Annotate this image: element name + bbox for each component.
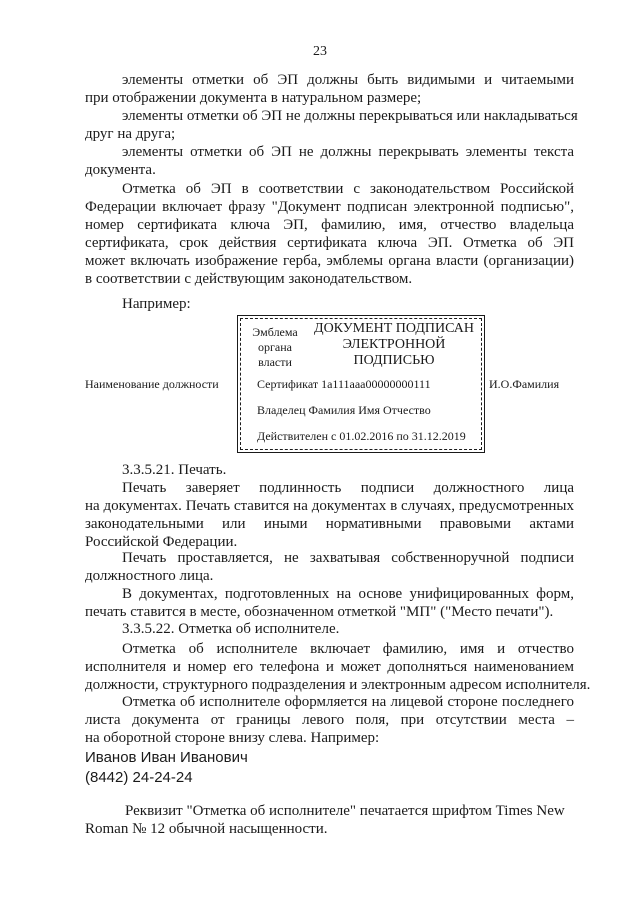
emblem-placeholder: Эмблема органа власти [252, 325, 298, 369]
text-line: Отметка об исполнителе оформляется на лицевой стороне последнего [122, 694, 574, 710]
paragraph-font-requirement [85, 802, 574, 838]
text-line: должностного лица. [85, 568, 214, 584]
text-line: Печать заверяет подлинность подписи должностного лица [122, 480, 574, 496]
text-line: номер сертификата ключа ЭП, фамилию, имя, отчество владельца [85, 217, 574, 233]
section-heading-seal: 3.3.5.21. Печать. [122, 462, 227, 478]
section-heading-executor: 3.3.5.22. Отметка об исполнителе. [122, 621, 340, 637]
text-line: при отображении документа в натуральном размере; [85, 90, 422, 106]
text-line: сертификата, срок действия сертификата ключа ЭП. Отметка об ЭП [85, 235, 574, 251]
text-line: Федерации включает фразу "Документ подписан электронной подписью", [85, 199, 574, 215]
paragraph-signature-visibility [85, 71, 574, 107]
paragraph-seal-unified-forms [85, 585, 574, 621]
text-line: законодательными или иными нормативными правовыми актами [85, 516, 574, 532]
text-line: Отметка об исполнителе включает фамилию, имя и отчество [122, 641, 574, 657]
executor-name: Иванов Иван Иванович [85, 749, 248, 766]
stamp-validity: Действителен с 01.02.2016 по 31.12.2019 [257, 429, 466, 443]
position-title-label: Наименование должности [85, 377, 219, 391]
text-line: элементы отметки об ЭП не должны перекрывать элементы текста [122, 144, 574, 160]
paragraph-signature-mark-contents [85, 180, 574, 288]
text-line: Российской Федерации. [85, 534, 238, 550]
text-line: друг на друга; [85, 126, 176, 142]
stamp-certificate: Сертификат 1a111aaa00000000111 [257, 377, 431, 391]
stamp-owner: Владелец Фамилия Имя Отчество [257, 403, 431, 417]
text-line: элементы отметки об ЭП должны быть видимыми и читаемыми [122, 72, 574, 88]
text-line: Печать проставляется, не захватывая собственноручной подписи [122, 550, 574, 566]
text-line: элементы отметки об ЭП не должны перекрываться или накладываться [122, 108, 578, 124]
text-line: на оборотной стороне внизу слева. Например: [85, 730, 380, 746]
text-line: печать ставится в месте, обозначенном отметкой "МП" ("Место печати"). [85, 604, 554, 620]
text-line: может включать изображение герба, эмблемы органа власти (организации) [85, 253, 574, 269]
paragraph-seal-purpose [85, 479, 574, 551]
text-line: на документах. Печать ставится на документах в случаях, предусмотренных [85, 498, 574, 514]
text-line: листа документа от границы левого поля, при отсутствии места – [85, 712, 574, 728]
paragraph-no-text-overlap [85, 143, 574, 179]
text-line: документа. [85, 162, 156, 178]
text-line: В документах, подготовленных на основе унифицированных форм, [122, 586, 574, 602]
text-line: должности, структурного подразделения и электронным адресом исполнителя. [85, 677, 591, 693]
text-line: в соответствии с действующим законодательством. [85, 271, 413, 287]
page-number: 23 [313, 44, 327, 59]
stamp-title: ДОКУМЕНТ ПОДПИСАН ЭЛЕКТРОННОЙ ПОДПИСЬЮ [314, 321, 474, 368]
electronic-signature-stamp [240, 318, 482, 450]
text-line: Roman № 12 обычной насыщенности. [85, 821, 328, 837]
text-line: Реквизит "Отметка об исполнителе" печатается шрифтом Times New [125, 803, 565, 819]
paragraph-no-overlap [85, 107, 578, 143]
paragraph-seal-placement [85, 549, 574, 585]
text-line: Отметка об ЭП в соответствии с законодательством Российской [122, 181, 574, 197]
signer-name: И.О.Фамилия [489, 377, 560, 391]
paragraph-executor-placement [85, 693, 574, 747]
executor-phone: (8442) 24-24-24 [85, 769, 193, 786]
example-label: Например: [122, 296, 191, 312]
text-line: исполнителя и номер его телефона и может дополняться наименованием [85, 659, 574, 675]
paragraph-executor-contents [85, 640, 591, 694]
